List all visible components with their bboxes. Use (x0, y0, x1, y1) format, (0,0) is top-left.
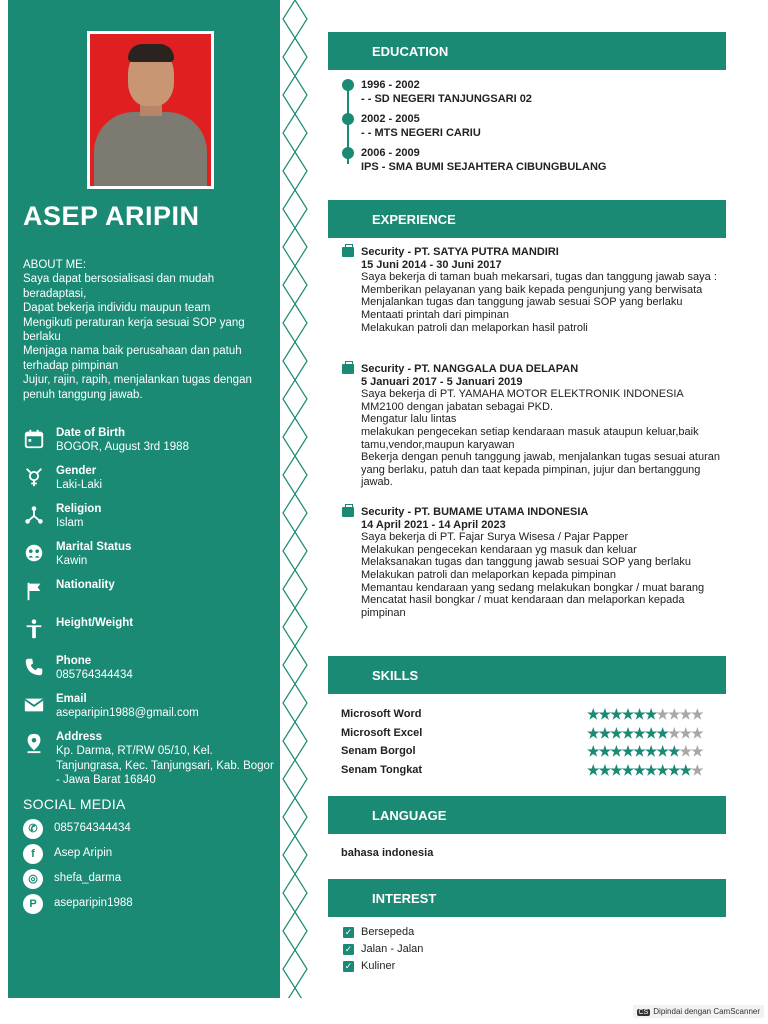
experience-line: Saya bekerja di taman buah mekarsari, tugas dan tanggung jawab saya : (361, 271, 717, 284)
education-school: - - SD NEGERI TANJUNGSARI 02 (361, 93, 532, 105)
skill-rating (587, 743, 703, 760)
experience-line: Saya bekerja di PT. Fajar Surya Wisesa / Pajar Papper (361, 531, 629, 544)
star-empty-icon: ★ (667, 725, 680, 741)
profile-photo (87, 31, 214, 189)
candidate-name: ASEP ARIPIN (23, 201, 200, 231)
experience-date: 15 Juni 2014 - 30 Juni 2017 (361, 258, 502, 271)
star-filled-icon: ★ (644, 743, 657, 759)
person-icon (23, 618, 45, 640)
interest-header: INTEREST (328, 879, 726, 917)
timeline-dot (342, 79, 354, 91)
timeline-dot (342, 113, 354, 125)
marital-status-icon (23, 542, 45, 564)
star-filled-icon: ★ (587, 762, 599, 778)
flag-icon (23, 580, 45, 602)
education-header: EDUCATION (328, 32, 726, 70)
experience-line: Melakukan patroli dan melaporkan hasil patroli (361, 321, 588, 334)
about-line: Dapat bekerja individu maupun team (23, 302, 211, 315)
phone-icon (23, 656, 45, 678)
star-filled-icon: ★ (621, 743, 634, 759)
briefcase-icon (342, 364, 354, 374)
info-value: BOGOR, August 3rd 1988 (56, 441, 189, 454)
skill-rating (587, 706, 703, 723)
experience-line: Memantau kendaraan yang sedang melakukan bongkar / muat barang (361, 581, 705, 594)
about-line: Jujur, rajin, rapih, menjalankan tugas dengan penuh tanggung jawab. (23, 374, 252, 401)
email-icon (23, 694, 45, 716)
experience-line: Melakukan patroli dan melaporkan kepada pimpinan (361, 568, 616, 581)
location-icon (23, 732, 45, 754)
star-empty-icon: ★ (691, 762, 703, 778)
pinterest-icon: P (23, 894, 43, 914)
education-years: 2006 - 2009 (361, 147, 420, 159)
social-value: shefa_darma (54, 872, 122, 884)
star-empty-icon: ★ (656, 706, 668, 722)
about-me (23, 258, 275, 402)
skill-rating (587, 762, 703, 779)
experience-title: Security - PT. BUMAME UTAMA INDONESIA (361, 506, 589, 518)
info-label: Address (56, 731, 103, 743)
info-label: Phone (56, 655, 92, 667)
skill-row (341, 764, 727, 780)
experience-item (342, 363, 727, 489)
diamond-border-decoration (280, 0, 310, 998)
info-label: Religion (56, 503, 102, 515)
star-filled-icon: ★ (598, 743, 611, 759)
briefcase-icon (342, 247, 354, 257)
star-filled-icon: ★ (644, 706, 657, 722)
whatsapp-icon: ✆ (23, 819, 43, 839)
experience-item (342, 246, 727, 334)
experience-line: Mencatat hasil bongkar / muat kendaraan dan melaporkan kepada pimpinan (361, 594, 685, 619)
star-filled-icon: ★ (644, 725, 657, 741)
skill-name: Senam Tongkat (341, 764, 423, 776)
social-value: Asep Aripin (54, 847, 113, 859)
star-empty-icon: ★ (691, 743, 703, 759)
experience-line: Menjalankan tugas dan tanggung jawab sesuai SOP yang berlaku (361, 296, 683, 309)
star-filled-icon: ★ (633, 743, 645, 759)
experience-line: Melakukan pengecekan kendaraan yg masuk dan keluar (361, 543, 637, 556)
education-years: 1996 - 2002 (361, 79, 420, 91)
checkbox-icon: ✓ (344, 944, 353, 954)
interest-label: Kuliner (361, 960, 396, 972)
camscanner-icon: CS (638, 1009, 649, 1016)
star-filled-icon: ★ (633, 762, 645, 778)
social-media-title: SOCIAL MEDIA (23, 796, 126, 812)
experience-line: melakukan pengecekan setiap kendaraan masuk ataupun keluar,baik tamu,vendor,maupun karyawan (361, 425, 699, 451)
star-empty-icon: ★ (691, 706, 703, 722)
calendar-icon (23, 428, 45, 450)
education-item (361, 112, 481, 140)
language-header: LANGUAGE (328, 796, 726, 834)
gender-icon (23, 466, 45, 488)
experience-date: 5 Januari 2017 - 5 Januari 2019 (361, 375, 523, 388)
star-filled-icon: ★ (656, 762, 668, 778)
star-filled-icon: ★ (598, 706, 611, 722)
experience-item (342, 506, 727, 619)
info-value: Laki-Laki (56, 479, 103, 492)
about-line: Menjaga nama baik perusahaan dan patuh terhadap pimpinan (23, 345, 242, 372)
skill-row (341, 727, 727, 743)
info-label: Email (56, 693, 87, 705)
timeline-dot (342, 147, 354, 159)
info-value: Kawin (56, 555, 88, 568)
skill-row (341, 745, 727, 761)
info-value: aseparipin1988@gmail.com (56, 707, 199, 720)
star-empty-icon: ★ (679, 725, 692, 741)
info-label: Gender (56, 465, 97, 477)
interest-label: Bersepeda (361, 926, 415, 938)
star-filled-icon: ★ (656, 725, 668, 741)
info-value: Islam (56, 517, 84, 530)
info-label: Marital Status (56, 541, 132, 553)
social-value: aseparipin1988 (54, 897, 133, 909)
star-filled-icon: ★ (644, 762, 657, 778)
skill-name: Microsoft Word (341, 708, 422, 720)
star-empty-icon: ★ (679, 706, 692, 722)
about-line: Saya dapat bersosialisasi dan mudah beradaptasi, (23, 273, 215, 300)
info-label: Height/Weight (56, 617, 134, 629)
experience-line: Mengatur lalu lintas (361, 413, 457, 426)
info-label: Nationality (56, 579, 115, 591)
skill-name: Microsoft Excel (341, 727, 423, 739)
checkbox-icon: ✓ (344, 927, 353, 937)
star-filled-icon: ★ (610, 706, 622, 722)
experience-title: Security - PT. SATYA PUTRA MANDIRI (361, 246, 559, 258)
facebook-icon: f (23, 844, 43, 864)
education-school: - - MTS NEGERI CARIU (361, 127, 481, 139)
star-filled-icon: ★ (598, 762, 611, 778)
experience-line: Memberikan pelayanan yang baik kepada pengunjung yang berwisata (361, 283, 703, 296)
star-filled-icon: ★ (587, 725, 599, 741)
star-filled-icon: ★ (667, 743, 680, 759)
star-empty-icon: ★ (691, 725, 703, 741)
star-filled-icon: ★ (633, 725, 645, 741)
checkbox-icon: ✓ (344, 961, 353, 971)
sidebar (8, 0, 280, 998)
skill-name: Senam Borgol (341, 745, 416, 757)
about-title: ABOUT ME: (23, 259, 87, 271)
star-filled-icon: ★ (667, 762, 680, 778)
religion-icon (23, 504, 45, 526)
star-filled-icon: ★ (598, 725, 611, 741)
education-item (361, 146, 606, 174)
info-value: 085764344434 (56, 669, 133, 682)
instagram-icon: ◎ (23, 869, 43, 889)
star-filled-icon: ★ (587, 706, 599, 722)
info-label: Date of Birth (56, 427, 125, 439)
social-value: 085764344434 (54, 822, 131, 834)
education-school: IPS - SMA BUMI SEJAHTERA CIBUNGBULANG (361, 161, 607, 173)
skill-rating (587, 725, 703, 742)
skills-header: SKILLS (328, 656, 726, 694)
star-filled-icon: ★ (633, 706, 645, 722)
about-line: Mengikuti peraturan kerja sesuai SOP yang berlaku (23, 316, 245, 344)
star-filled-icon: ★ (610, 725, 622, 741)
star-empty-icon: ★ (679, 743, 692, 759)
star-filled-icon: ★ (587, 743, 599, 759)
star-filled-icon: ★ (679, 762, 692, 778)
briefcase-icon (342, 507, 354, 517)
star-filled-icon: ★ (621, 706, 634, 722)
skill-row (341, 708, 727, 724)
experience-header: EXPERIENCE (328, 200, 726, 238)
experience-line: Saya bekerja di PT. YAMAHA MOTOR ELEKTRONIK INDONESIA MM2100 dengan jabatan sebagai PKD. (361, 388, 684, 413)
experience-line: Bekerja dengan penuh tanggung jawab, menjalankan tugas sesuai aturan yang berlaku, patuh dan taat kepada pimpinan, jujur dan bertanggung jawab. (361, 451, 720, 489)
star-filled-icon: ★ (621, 762, 634, 778)
star-empty-icon: ★ (667, 706, 680, 722)
star-filled-icon: ★ (610, 743, 622, 759)
scanner-watermark (633, 1005, 764, 1018)
star-filled-icon: ★ (621, 725, 634, 741)
education-item (361, 78, 532, 106)
interest-label: Jalan - Jalan (361, 943, 424, 955)
experience-line: Melaksanakan tugas dan tanggung jawab sesuai SOP yang berlaku (361, 556, 692, 569)
scanner-text: Dipindai dengan CamScanner (653, 1007, 760, 1016)
star-filled-icon: ★ (656, 743, 668, 759)
language-value: bahasa indonesia (341, 847, 434, 859)
experience-title: Security - PT. NANGGALA DUA DELAPAN (361, 363, 579, 375)
star-filled-icon: ★ (610, 762, 622, 778)
experience-line: Mentaati printah dari pimpinan (361, 308, 509, 321)
info-value: Kp. Darma, RT/RW 05/10, Kel. Tanjungrasa, Kec. Tanjungsari, Kab. Bogor - Jawa Barat 16840 (56, 745, 274, 787)
experience-date: 14 April 2021 - 14 April 2023 (361, 518, 506, 531)
education-years: 2002 - 2005 (361, 113, 420, 125)
